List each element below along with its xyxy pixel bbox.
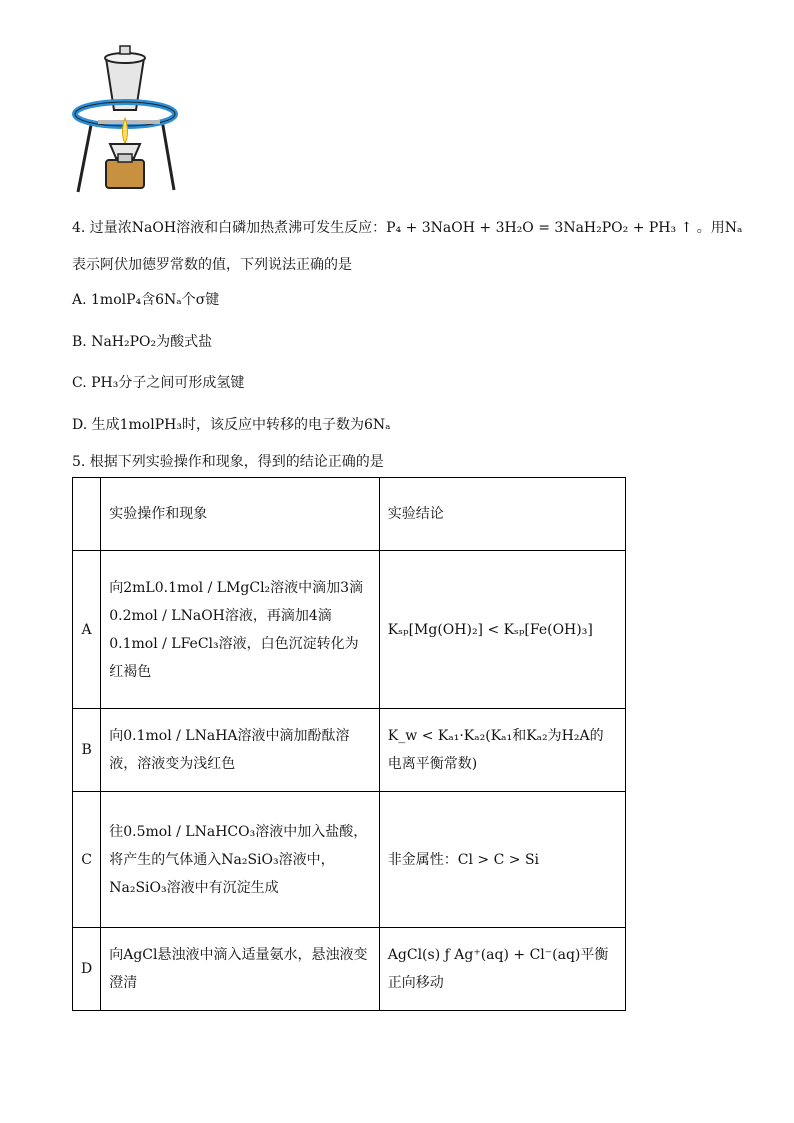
- row-d-operation: 向AgCl悬浊液中滴入适量氨水，悬浊液变澄清: [101, 928, 380, 1011]
- header-operation: 实验操作和现象: [101, 478, 380, 551]
- row-a-conclusion: Kₛₚ[Mg(OH)₂] < Kₛₚ[Fe(OH)₃]: [379, 551, 625, 709]
- q4-option-b: B. NaH₂PO₂为酸式盐: [72, 334, 213, 350]
- row-label-b: B: [73, 709, 101, 792]
- row-c-operation: 往0.5mol / LNaHCO₃溶液中加入盐酸，将产生的气体通入Na₂SiO₃溶液中，Na₂SiO₃溶液中有沉淀生成: [101, 792, 380, 928]
- table-row: [73, 709, 626, 792]
- row-label-c: C: [73, 792, 101, 928]
- row-b-conclusion: K_w < Kₐ₁·Kₐ₂(Kₐ₁和Kₐ₂为H₂A的电离平衡常数): [379, 709, 625, 792]
- row-c-conclusion: 非金属性：Cl > C > Si: [379, 792, 625, 928]
- table-header-row: [73, 478, 626, 551]
- row-b-operation: 向0.1mol / LNaHA溶液中滴加酚酞溶液，溶液变为浅红色: [101, 709, 380, 792]
- header-conclusion: 实验结论: [379, 478, 625, 551]
- table-row: [73, 928, 626, 1011]
- header-blank-cell: [73, 478, 101, 551]
- row-a-operation: 向2mL0.1mol / LMgCl₂溶液中滴加3滴0.2mol / LNaOH溶液，再滴加4滴0.1mol / LFeCl₃溶液，白色沉淀转化为红褐色: [101, 551, 380, 709]
- q4-option-a: A. 1molP₄含6Nₐ个σ键: [72, 292, 220, 308]
- q4-option-c: C. PH₃分子之间可形成氢键: [72, 375, 245, 391]
- row-label-d: D: [73, 928, 101, 1011]
- q4-stem-line2: 表示阿伏加德罗常数的值，下列说法正确的是: [72, 257, 352, 273]
- row-d-conclusion: AgCl(s) ƒ Ag⁺(aq) + Cl⁻(aq)平衡正向移动: [379, 928, 625, 1011]
- table-row: [73, 551, 626, 709]
- q5-stem: 5. 根据下列实验操作和现象，得到的结论正确的是: [72, 454, 384, 470]
- table-row: [73, 792, 626, 928]
- q4-option-d: D. 生成1molPH₃时，该反应中转移的电子数为6Nₐ: [72, 417, 391, 433]
- q4-stem-line1: 4. 过量浓NaOH溶液和白磷加热煮沸可发生反应：P₄ + 3NaOH + 3H₂O = 3NaH₂PO₂ + PH₃ ↑ 。用Nₐ: [72, 220, 743, 236]
- row-label-a: A: [73, 551, 101, 709]
- experiment-table: [72, 477, 626, 1011]
- apparatus-figure: [70, 40, 180, 195]
